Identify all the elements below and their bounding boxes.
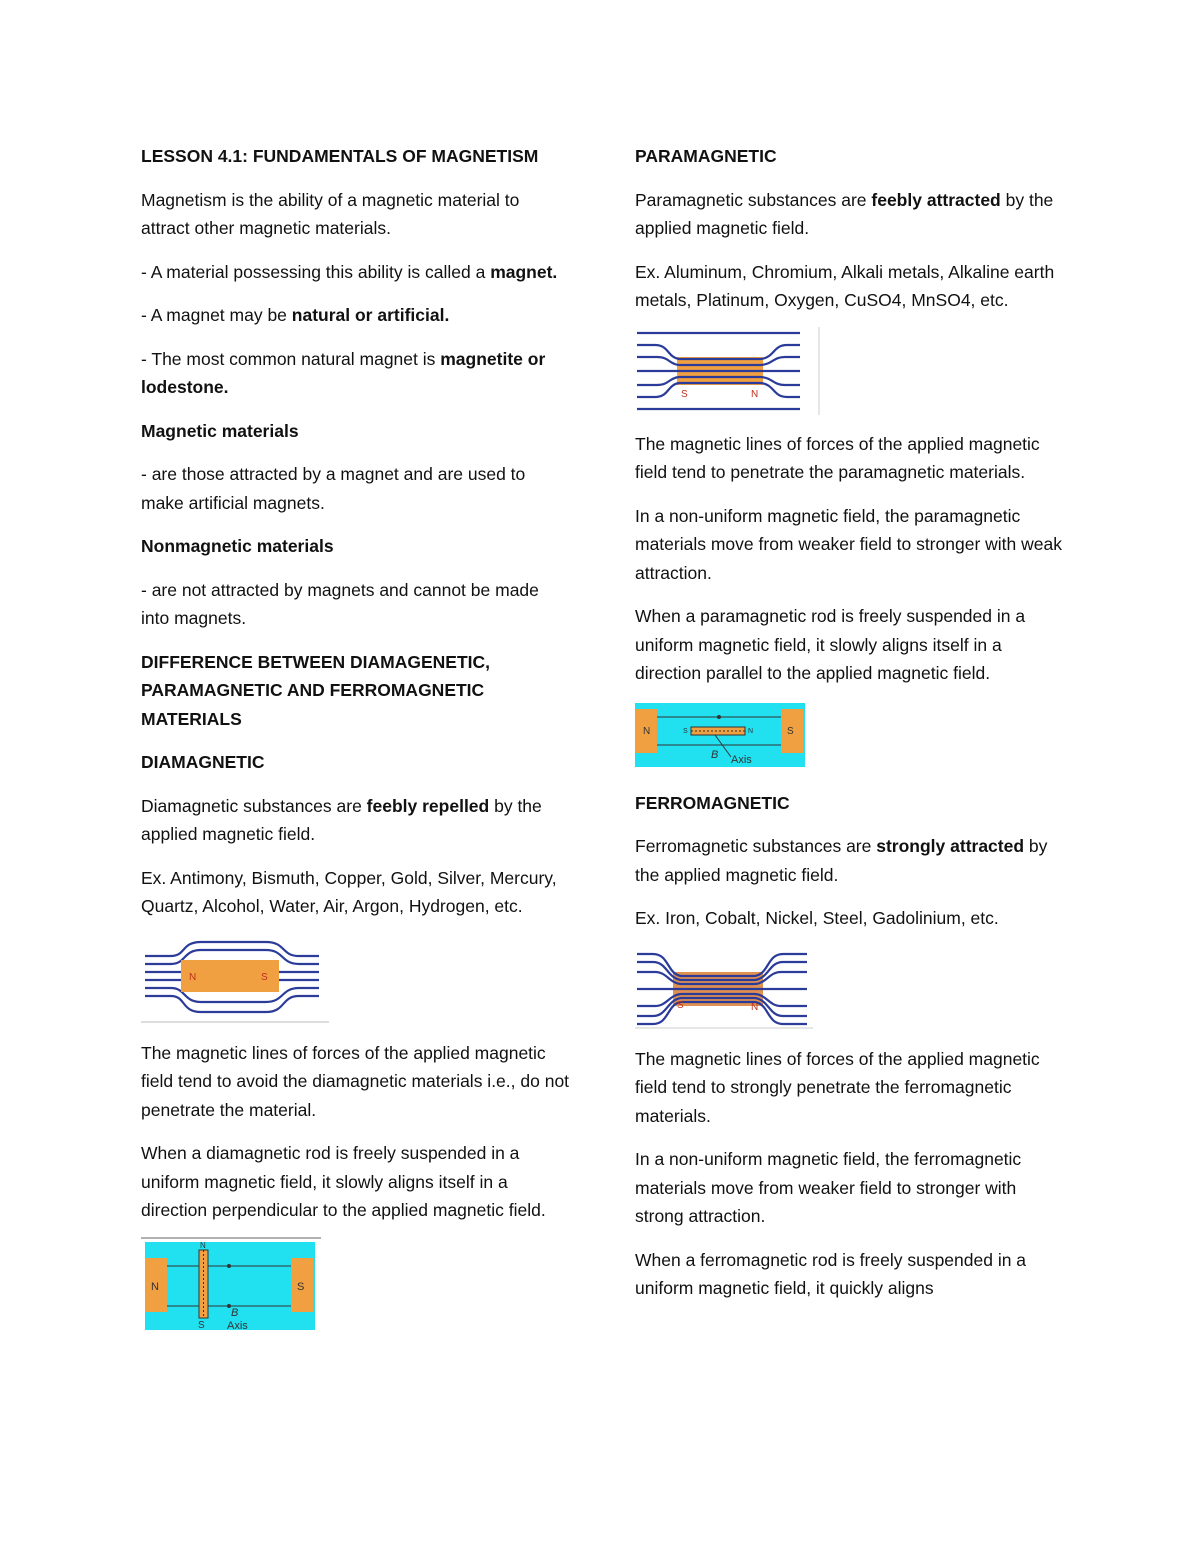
diamagnetic-rod-text: When a diamagnetic rod is freely suspended in a uniform magnetic field, it slowly aligns itself in a direction perpendicular to the applied magnetic field.: [141, 1143, 546, 1220]
rod-n-label: N: [200, 1240, 206, 1250]
magnet-s-label: S: [681, 388, 688, 400]
bullet-lodestone: [141, 345, 571, 402]
text: Ferromagnetic substances are: [635, 836, 877, 856]
pole-s-label: S: [787, 725, 794, 737]
bullet-text: - The most common natural magnet is: [141, 348, 441, 369]
right-column: [635, 142, 1065, 1318]
diamagnetic-rod-figure: [141, 1236, 321, 1332]
bullet-bold: natural or artificial.: [291, 305, 450, 325]
nonmagnetic-materials-text: - are not attracted by magnets and cannot be made into magnets.: [141, 579, 539, 628]
bullet-text: - A material possessing this ability is called a: [141, 261, 491, 282]
left-column: [141, 142, 571, 1347]
magnet-s-label: S: [677, 999, 684, 1011]
magnet-n-label: N: [751, 388, 759, 400]
diamagnetic-definition: [141, 792, 571, 849]
paramagnetic-rod-figure: [635, 703, 805, 767]
diamagnetic-examples: Ex. Antimony, Bismuth, Copper, Gold, Silver, Mercury, Quartz, Alcohol, Water, Air, Argon, Hydrogen, etc.: [141, 867, 557, 916]
field-b-label: B: [231, 1306, 239, 1319]
bullet-natural-artificial: [141, 301, 571, 330]
paramagnetic-field-figure: [635, 327, 821, 415]
magnet-n-label: N: [189, 971, 197, 983]
ferromagnetic-heading: FERROMAGNETIC: [635, 792, 790, 813]
diamagnetic-heading: DIAMAGNETIC: [141, 752, 265, 772]
text: Paramagnetic substances are: [635, 189, 872, 210]
text: Diamagnetic substances are: [141, 795, 367, 816]
bold-text: feebly attracted: [871, 189, 1001, 210]
intro-paragraph: Magnetism is the ability of a magnetic material to attract other magnetic materials.: [141, 189, 520, 238]
ferromagnetic-field-figure: [635, 948, 813, 1030]
rod-s-label: S: [683, 727, 688, 735]
paramagnetic-examples: Ex. Aluminum, Chromium, Alkali metals, Alkaline earth metals, Platinum, Oxygen, CuSO4, MnSO4, etc.: [635, 261, 1055, 310]
bold-text: feebly repelled: [366, 795, 490, 816]
pole-s-label: S: [297, 1280, 305, 1293]
pole-n-label: N: [151, 1280, 159, 1293]
ferromagnetic-nonuniform-text: In a non-uniform magnetic field, the ferromagnetic materials move from weaker field to stronger with strong attraction.: [635, 1149, 1022, 1226]
axis-label: Axis: [731, 753, 752, 766]
paramagnetic-nonuniform-text: In a non-uniform magnetic field, the paramagnetic materials move from weaker field to stronger with weak attraction.: [635, 505, 1062, 583]
bullet-magnet: [141, 258, 571, 287]
rod-n-label: N: [748, 727, 754, 735]
difference-heading: DIFFERENCE BETWEEN DIAMAGENETIC, PARAMAGNETIC AND FERROMAGNETIC MATERIALS: [141, 651, 491, 729]
text: by the applied magnetic field.: [635, 836, 1048, 885]
pole-n-label: N: [643, 725, 651, 737]
field-b-label: B: [711, 748, 719, 761]
nonmagnetic-materials-heading: Nonmagnetic materials: [141, 536, 334, 556]
paramagnetic-rod-text: When a paramagnetic rod is freely suspended in a uniform magnetic field, it slowly aligns itself in a direction parallel to the applied magnetic field.: [635, 606, 1026, 683]
bullet-bold: magnet.: [490, 261, 558, 282]
paramagnetic-definition: [635, 186, 1065, 243]
ferromagnetic-lines-text: The magnetic lines of forces of the applied magnetic field tend to strongly penetrate the ferromagnetic materials.: [635, 1048, 1040, 1126]
paramagnetic-lines-text: The magnetic lines of forces of the applied magnetic field tend to penetrate the paramagnetic materials.: [635, 433, 1040, 482]
axis-label: Axis: [227, 1319, 248, 1332]
bold-text: strongly attracted: [876, 836, 1025, 856]
bullet-bold: magnetite or lodestone.: [141, 348, 546, 397]
magnetic-materials-heading: Magnetic materials: [141, 420, 299, 441]
ferromagnetic-definition: [635, 832, 1065, 889]
diamagnetic-field-figure: [141, 936, 329, 1024]
magnet-s-label: S: [261, 971, 268, 983]
text: by the applied magnetic field.: [635, 189, 1054, 238]
ferromagnetic-rod-text: When a ferromagnetic rod is freely suspended in a uniform magnetic field, it quickly aligns: [635, 1249, 1027, 1298]
magnet-n-label: N: [751, 1001, 759, 1013]
magnetic-materials-text: - are those attracted by a magnet and are used to make artificial magnets.: [141, 464, 526, 513]
paramagnetic-heading: PARAMAGNETIC: [635, 146, 777, 166]
diamagnetic-lines-text: The magnetic lines of forces of the applied magnetic field tend to avoid the diamagnetic materials i.e., do not penetrate the material.: [141, 1042, 570, 1120]
bullet-text: - A magnet may be: [141, 305, 292, 325]
text: by the applied magnetic field.: [141, 795, 542, 844]
ferromagnetic-examples: Ex. Iron, Cobalt, Nickel, Steel, Gadolinium, etc.: [635, 908, 999, 928]
lesson-title: LESSON 4.1: FUNDAMENTALS OF MAGNETISM: [141, 146, 539, 166]
rod-s-label: S: [198, 1319, 205, 1331]
